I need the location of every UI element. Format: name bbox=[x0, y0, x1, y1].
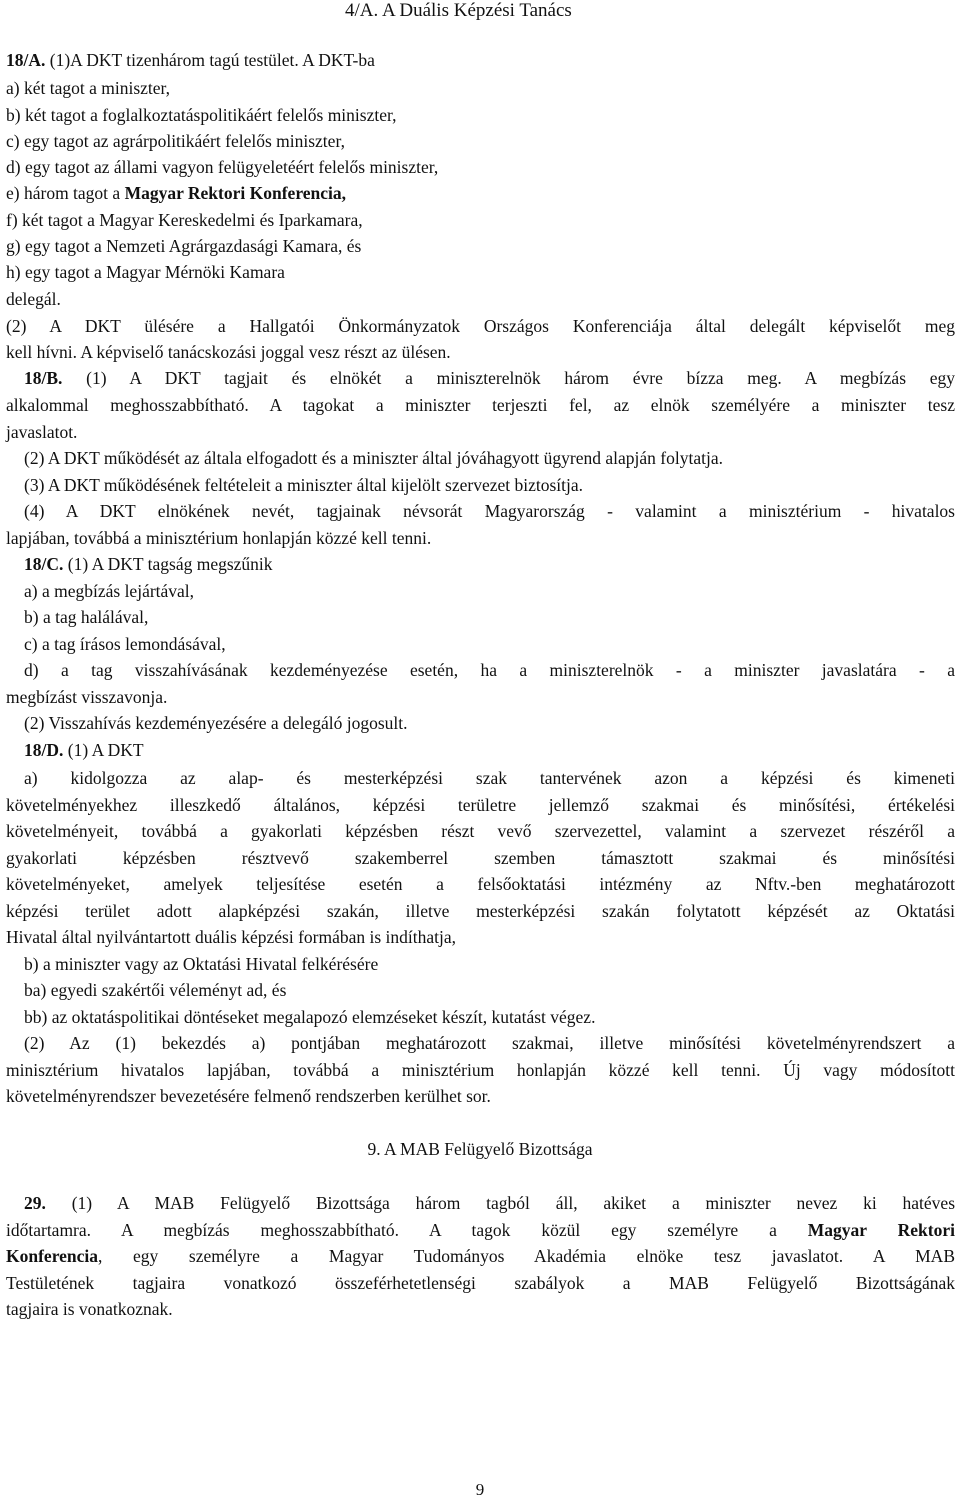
paragraph-line: Konferencia, egy személyre a Magyar Tudományos Akadémia elnöke tesz javaslatot. A MAB bbox=[6, 1246, 955, 1266]
list-item: c) egy tagot az agrárpolitikáért felelős miniszter, bbox=[6, 131, 345, 151]
paragraph-line: javaslatot. bbox=[6, 422, 78, 442]
section-number: 18/C. bbox=[24, 554, 64, 574]
paragraph-line: alkalommal meghosszabbítható. A tagokat a miniszter terjeszti fel, az elnök személyére a miniszter tesz bbox=[6, 395, 955, 415]
paragraph-line: képzési terület adott alapképzési szakán, illetve mesterképzési szakán folytatott képzését az Oktatási bbox=[6, 901, 955, 921]
list-item: a) kidolgozza az alap- és mesterképzési szak tantervének azon a képzési és kimeneti bbox=[24, 768, 955, 788]
section-18a-intro: 18/A. (1)A DKT tizenhárom tagú testület. A DKT-ba bbox=[6, 50, 375, 70]
list-item: bb) az oktatáspolitikai döntéseket megalapozó elemzéseket készít, kutatást végez. bbox=[24, 1007, 596, 1027]
list-item: ba) egyedi szakértői véleményt ad, és bbox=[24, 980, 287, 1000]
list-item: a) a megbízás lejártával, bbox=[24, 581, 195, 601]
paragraph-line: minisztérium hivatalos lapjában, továbbá a minisztérium honlapján közzé kell tenni. Új vagy módosított bbox=[6, 1060, 955, 1080]
list-item: d) a tag visszahívásának kezdeményezése esetén, ha a miniszterelnök - a miniszter javaslatára - a bbox=[24, 660, 955, 680]
paragraph-line: gyakorlati képzésben résztvevő szakemberrel szemben támasztott szakmai és minősítési bbox=[6, 848, 955, 868]
list-item: b) a miniszter vagy az Oktatási Hivatal felkérésére bbox=[24, 954, 379, 974]
paragraph-line: Hivatal által nyilvántartott duális képzési formában is indíthatja, bbox=[6, 927, 457, 947]
paragraph-line: megbízást visszavonja. bbox=[6, 687, 168, 707]
section-18d-p1: 18/D. (1) A DKT bbox=[24, 740, 144, 760]
paragraph-line: lapjában, továbbá a minisztérium honlapján közzé kell tenni. bbox=[6, 528, 432, 548]
paragraph-line: időtartamra. A megbízás meghosszabbítható. A tagok közül egy személyre a Magyar Rektori bbox=[6, 1220, 955, 1240]
list-item: b) két tagot a foglalkoztatáspolitikáért felelős miniszter, bbox=[6, 105, 397, 125]
paragraph-line: (2) A DKT ülésére a Hallgatói Önkormányzatok Országos Konferenciája által delegált képviselőt meg bbox=[6, 316, 955, 336]
page-number: 9 bbox=[475, 1480, 485, 1499]
section-number: 18/A. bbox=[6, 50, 46, 70]
paragraph-line: (2) Visszahívás kezdeményezésére a delegáló jogosult. bbox=[24, 713, 408, 733]
list-item: c) a tag írásos lemondásával, bbox=[24, 634, 226, 654]
chapter-heading: 4/A. A Duális Képzési Tanács bbox=[345, 0, 572, 21]
list-item: e) három tagot a Magyar Rektori Konferencia, bbox=[6, 183, 347, 203]
paragraph-line: követelményeket, amelyek teljesítése esetén a felsőoktatási intézmény az Nftv.-ben meghatározott bbox=[6, 874, 955, 894]
section-18c-p1: 18/C. (1) A DKT tagság megszűnik bbox=[24, 554, 273, 574]
list-item: d) egy tagot az állami vagyon felügyeletéért felelős miniszter, bbox=[6, 157, 439, 177]
list-item: b) a tag halálával, bbox=[24, 607, 149, 627]
paragraph-line: (4) A DKT elnökének nevét, tagjainak névsorát Magyarország - valamint a minisztérium - hivatalos bbox=[24, 501, 955, 521]
section-title: 9. A MAB Felügyelő Bizottsága bbox=[367, 1139, 593, 1159]
paragraph-line: követelményeit, továbbá a gyakorlati képzésben részt vevő szervezettel, valamint a szervezet részéről a bbox=[6, 821, 955, 841]
section-29-l1: 29. (1) A MAB Felügyelő Bizottsága három tagból áll, akiket a miniszter nevez ki hatéves bbox=[24, 1193, 956, 1213]
section-number: 18/D. bbox=[24, 740, 64, 760]
list-item: a) két tagot a miniszter, bbox=[6, 78, 171, 98]
section-number: 18/B. bbox=[24, 368, 63, 388]
paragraph-line: delegál. bbox=[6, 289, 61, 309]
paragraph-line: követelményekhez illeszkedő általános, képzési területre jellemző szakmai és minősítési, értékelési bbox=[6, 795, 955, 815]
section-number: 29. bbox=[24, 1193, 46, 1213]
paragraph-line: tagjaira is vonatkoznak. bbox=[6, 1299, 173, 1319]
paragraph-line: (2) A DKT működését az általa elfogadott és a miniszter által jóváhagyott ügyrend alapján folytatja. bbox=[24, 448, 723, 468]
paragraph-line: (2) Az (1) bekezdés a) pontjában meghatározott szakmai, illetve minősítési követelményrendszert a bbox=[24, 1033, 955, 1053]
paragraph-line: Testületének tagjaira vonatkozó összeférhetetlenségi szabályok a MAB Felügyelő Bizottságának bbox=[6, 1273, 955, 1293]
paragraph-line: követelményrendszer bevezetésére felmenő rendszerben kerülhet sor. bbox=[6, 1086, 491, 1106]
section-18b-p1: 18/B. (1) A DKT tagjait és elnökét a miniszterelnök három évre bízza meg. A megbízás egy bbox=[24, 368, 955, 388]
list-item: g) egy tagot a Nemzeti Agrárgazdasági Kamara, és bbox=[6, 236, 362, 256]
list-item: f) két tagot a Magyar Kereskedelmi és Iparkamara, bbox=[6, 210, 363, 230]
paragraph-line: (3) A DKT működésének feltételeit a miniszter által kijelölt szervezet biztosítja. bbox=[24, 475, 584, 495]
paragraph-line: kell hívni. A képviselő tanácskozási joggal vesz részt az ülésen. bbox=[6, 342, 451, 362]
list-item: h) egy tagot a Magyar Mérnöki Kamara bbox=[6, 262, 285, 282]
